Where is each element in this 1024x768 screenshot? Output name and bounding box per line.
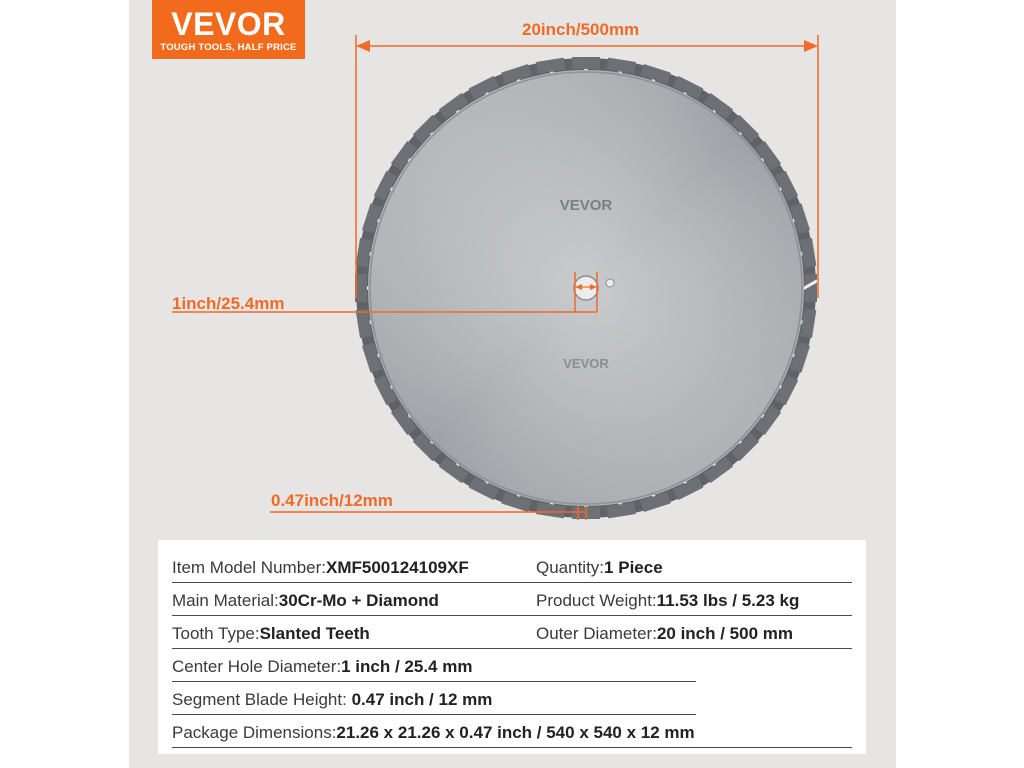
tooth-segment: [572, 57, 600, 69]
spec-label: Item Model Number:: [172, 558, 326, 577]
spec-row: [172, 681, 696, 715]
spec-label: Product Weight:: [536, 591, 657, 610]
outer-diameter-label: 20inch/500mm: [522, 20, 640, 39]
spec-value: 0.47 inch / 12 mm: [346, 690, 493, 709]
spec-row: [172, 615, 852, 649]
spec-value: 1 inch / 25.4 mm: [341, 657, 473, 676]
spec-value: Slanted Teeth: [259, 624, 370, 643]
spec-row: [172, 582, 852, 616]
pin-hole: [606, 279, 614, 287]
brand-tagline: TOUGH TOOLS, HALF PRICE: [160, 42, 297, 53]
spec-label: Quantity:: [536, 558, 605, 577]
spec-label: Center Hole Diameter:: [172, 657, 342, 676]
spec-label: Main Material:: [172, 591, 279, 610]
spec-label: Package Dimensions:: [172, 723, 337, 742]
blade-engraving: VEVOR: [559, 197, 613, 214]
spec-value: 30Cr-Mo + Diamond: [278, 591, 439, 610]
spec-value: XMF500124109XF: [326, 558, 469, 577]
tooth-segment: [355, 274, 367, 302]
blade-engraving-lower: VEVOR: [563, 356, 609, 371]
brand-name: VEVOR: [171, 6, 286, 42]
spec-label: Outer Diameter:: [536, 624, 657, 643]
spec-value: 20 inch / 500 mm: [656, 624, 794, 643]
spec-value: 1 Piece: [604, 558, 663, 577]
spec-value: 21.26 x 21.26 x 0.47 inch / 540 x 540 x 12 mm: [336, 723, 695, 742]
spec-table: [158, 540, 866, 754]
spec-row: [172, 648, 696, 682]
spec-value: 11.53 lbs / 5.23 kg: [656, 591, 800, 610]
spec-label: Segment Blade Height:: [172, 690, 347, 709]
segment-height-label: 0.47inch/12mm: [271, 491, 393, 510]
spec-label: Tooth Type:: [172, 624, 260, 643]
center-hole-label: 1inch/25.4mm: [172, 294, 285, 313]
spec-row: [172, 549, 852, 583]
spec-row: [172, 714, 852, 748]
